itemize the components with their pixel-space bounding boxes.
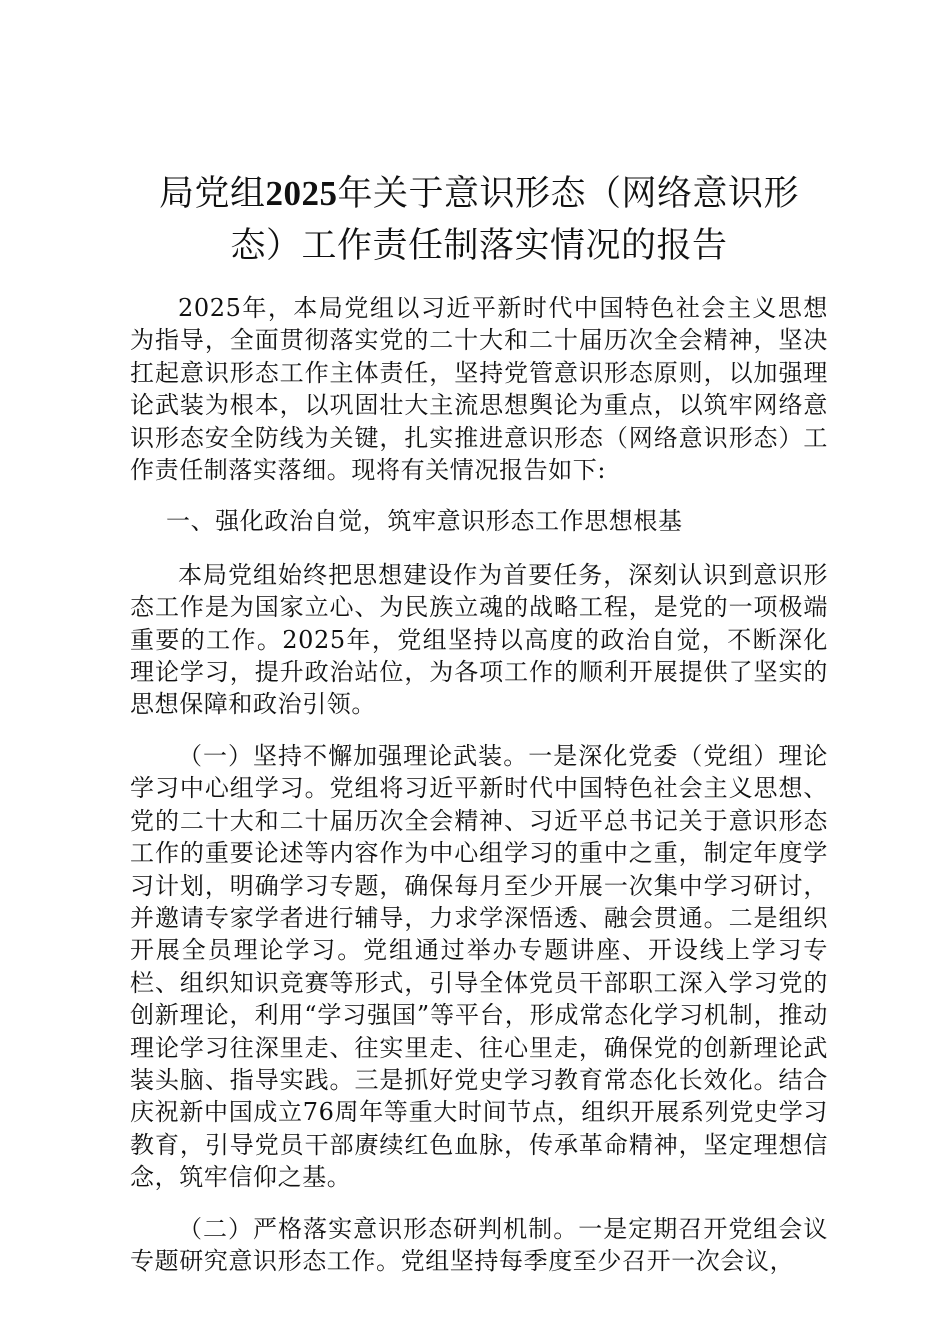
title-year: 2025	[265, 174, 338, 213]
intro-paragraph: 2025年，本局党组以习近平新时代中国特色社会主义思想为指导，全面贯彻落实党的二十大和二十届历次全会精神，坚决扛起意识形态工作主体责任，坚持党管意识形态原则，以加强理论武装为根本，以巩固壮大主流思想舆论为重点，以筑牢网络意识形态安全防线为关键，扎实推进意识形态（网络意识形态）工作责任制落实落细。现将有关情况报告如下:	[130, 294, 828, 485]
document-page	[130, 168, 828, 1296]
title-line2: 态）工作责任制落实情况的报告	[230, 226, 728, 266]
section-1-paragraph: 本局党组始终把思想建设作为首要任务，深刻认识到意识形态工作是为国家立心、为民族立魂的战略工程，是党的一项极端重要的工作。2025年，党组坚持以高度的政治自觉，不断深化理论学习，提升政治站位，为各项工作的顺利开展提供了坚实的思想保障和政治引领。	[130, 560, 828, 719]
subsection-1-paragraph: （一）坚持不懈加强理论武装。一是深化党委（党组）理论学习中心组学习。党组将习近平新时代中国特色社会主义思想、党的二十大和二十届历次全会精神、习近平总书记关于意识形态工作的重要论述等内容作为中心组学习的重中之重，制定年度学习计划，明确学习专题，确保每月至少开展一次集中学习研讨，并邀请专家学者进行辅导，力求学深悟透、融会贯通。二是组织开展全员理论学习。党组通过举办专题讲座、开设线上学习专栏、组织知识竞赛等形式，引导全体党员干部职工深入学习党的创新理论，利用“学习强国”等平台，形成常态化学习机制，推动理论学习往深里走、往实里走、往心里走，确保党的创新理论武装头脑、指导实践。三是抓好党史学习教育常态化长效化。结合庆祝新中国成立76周年等重大时间节点，组织开展系列党史学习教育，引导党员干部赓续红色血脉，传承革命精神，坚定理想信念，筑牢信仰之基。	[130, 741, 828, 1192]
section-heading-1: 一、强化政治自觉，筑牢意识形态工作思想根基	[166, 507, 683, 536]
document-title	[130, 168, 828, 272]
title-line1-suffix: 年关于意识形态（网络意识形	[337, 174, 800, 214]
subsection-2-paragraph: （二）严格落实意识形态研判机制。一是定期召开党组会议专题研究意识形态工作。党组坚持每季度至少召开一次会议，	[130, 1214, 828, 1275]
title-prefix: 局党组	[158, 174, 266, 214]
